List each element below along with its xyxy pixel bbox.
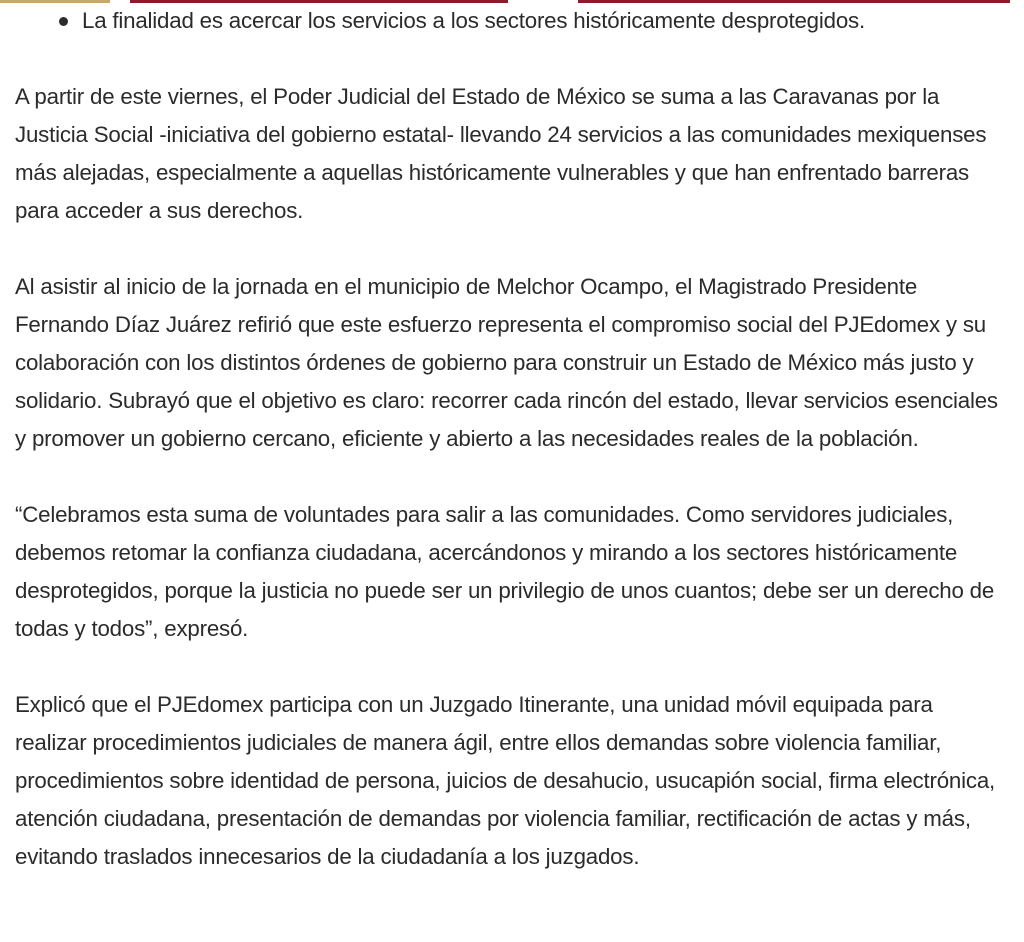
article-paragraph-4: Explicó que el PJEdomex participa con un Juzgado Itinerante, una unidad móvil equipada para realizar procedimientos judiciales de manera ágil, entre ellos demandas sobre violencia familiar, procedimientos sobre identidad de persona, juicios de desahucio, usucapión social, firma electrónica, atención ciudadana, presentación de demandas por violencia familiar, rectificación de actas y más, evitando traslados innecesarios de la ciudadanía a los juzgados. [15,692,996,869]
article-paragraph-3-quote: “Celebramos esta suma de voluntades para salir a las comunidades. Como servidores judiciales, debemos retomar la confianza ciudadana, acercándonos y mirando a los sectores históricamente desprotegidos, porque la justicia no puede ser un privilegio de unos cuantos; debe ser un derecho de todas y todos”, expresó. [15,502,995,641]
bullet-icon [59,17,68,26]
summary-bullet-text: La finalidad es acercar los servicios a los sectores históricamente desprotegidos. [82,8,865,33]
article-body [15,0,1010,876]
article-paragraph-1: A partir de este viernes, el Poder Judicial del Estado de México se suma a las Caravanas por la Justicia Social -iniciativa del gobierno estatal- llevando 24 servicios a las comunidades mexiquenses más alejadas, especialmente a aquellas históricamente vulnerables y que han enfrentado barreras para acceder a sus derechos. [15,84,987,223]
summary-bullet-item [82,2,1010,40]
summary-bullet-list [15,2,1010,40]
article-paragraph-2: Al asistir al inicio de la jornada en el municipio de Melchor Ocampo, el Magistrado Presidente Fernando Díaz Juárez refirió que este esfuerzo representa el compromiso social del PJEdomex y su colaboración con los distintos órdenes de gobierno para construir un Estado de México más justo y solidario. Subrayó que el objetivo es claro: recorrer cada rincón del estado, llevar servicios esenciales y promover un gobierno cercano, eficiente y abierto a las necesidades reales de la población. [15,274,998,451]
